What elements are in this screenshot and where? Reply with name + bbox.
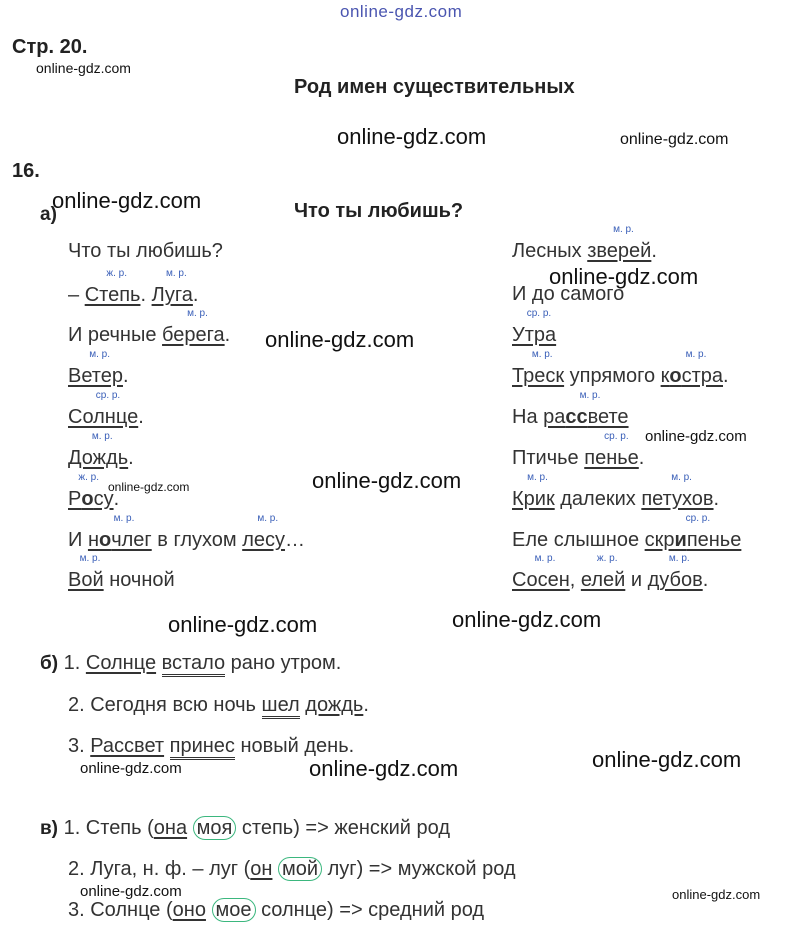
poem-line (512, 308, 557, 347)
watermark: online-gdz.com (592, 747, 742, 772)
poem-line: Птичье ср. р. пенье. (512, 431, 645, 469)
watermark: online-gdz.com (340, 2, 463, 21)
poem-line: м. р. Вой ночной (68, 553, 175, 591)
watermark: online-gdz.com (337, 124, 487, 149)
possessive-circled: мое (212, 898, 256, 922)
noun: ночлег (87, 529, 152, 551)
poem-line: м. р. Дождь. (68, 431, 134, 469)
noun: Ветер (68, 365, 123, 387)
watermark: online-gdz.com (80, 883, 182, 900)
page-number: Стр. 20. (12, 36, 88, 58)
gender-tag: м. р. (187, 308, 208, 319)
gender-check-2: 2. Луга, н. ф. – луг (он мой луг) => мужской род (68, 858, 516, 880)
subject: дождь (305, 694, 364, 716)
gender-tag: м. р. (613, 224, 634, 235)
sentence-2: 2. Сегодня всю ночь шел дождь. (68, 694, 369, 717)
gender-tag: м. р. (671, 472, 692, 483)
poem-line: И до самого (512, 283, 625, 305)
possessive-circled: моя (193, 816, 237, 840)
sentence-1: б) 1. Солнце встало рано утром. (40, 652, 341, 675)
noun: Степь (84, 284, 141, 306)
gender-tag: ж. р. (596, 553, 618, 564)
watermark: online-gdz.com (549, 264, 699, 289)
noun: зверей (587, 240, 652, 262)
watermark: online-gdz.com (645, 428, 747, 445)
poem-line: ср. р. Солнце. (68, 390, 144, 428)
poem-line: Что ты любишь? (68, 240, 223, 262)
watermark: online-gdz.com (36, 60, 131, 76)
noun: Треск (512, 365, 565, 387)
gender-check-3: 3. Солнце (оно мое солнце) => средний род (68, 899, 485, 921)
noun: Росу (68, 488, 114, 510)
gender-tag: м. р. (79, 553, 101, 564)
part-a-label: а) (40, 204, 57, 225)
poem-line: Еле слышное ср. р. скрипенье (512, 513, 742, 551)
part-c-label: в) (40, 818, 59, 839)
poem-line: Лесных м. р. зверей. (512, 224, 657, 262)
watermark: online-gdz.com (52, 188, 202, 213)
noun: дубов (647, 569, 703, 591)
noun: Вой (68, 569, 104, 591)
noun: рассвете (543, 406, 629, 428)
watermark: online-gdz.com (265, 327, 415, 352)
predicate: встало (162, 652, 225, 677)
watermark: online-gdz.com (80, 760, 182, 777)
poem-line: И м. р. ночлег в глухом м. р. лесу… (68, 513, 305, 551)
poem-line: м. р. Ветер. (68, 349, 129, 387)
noun: Солнце (68, 406, 139, 428)
part-b-label: б) (40, 653, 59, 674)
noun: скрипенье (644, 529, 742, 551)
topic-title: Род имен существительных (294, 76, 575, 98)
pronoun: она (153, 817, 188, 839)
noun: Крик (512, 488, 555, 510)
poem-line: м. р. Сосен, ж. р. елей и м. р. дубов. (512, 553, 709, 591)
watermark: online-gdz.com (312, 468, 462, 493)
gender-tag: м. р. (166, 268, 187, 279)
subject: Солнце (85, 652, 157, 674)
noun: Луга (151, 284, 193, 306)
noun: берега (162, 324, 225, 346)
gender-tag: м. р. (89, 349, 111, 360)
subject: Рассвет (90, 735, 165, 757)
gender-tag: м. р. (113, 513, 135, 524)
gender-tag: м. р. (257, 513, 279, 524)
gender-tag: ср. р. (526, 308, 552, 319)
poem-line: – ж. р. Степь. м. р. Луга. (68, 268, 199, 306)
poem-line: И речные м. р. берега. (68, 308, 231, 346)
noun: елей (580, 569, 626, 591)
sentence-3: 3. Рассвет принес новый день. (68, 735, 354, 758)
gender-tag: ж. р. (106, 268, 127, 279)
possessive-circled: мой (278, 857, 322, 881)
gender-tag: м. р. (668, 553, 690, 564)
gender-tag: ср. р. (604, 431, 629, 442)
pronoun: он (250, 858, 273, 880)
poem-line: м. р. Треск упрямого м. р. костра. (512, 349, 729, 387)
watermark: online-gdz.com (452, 607, 602, 632)
noun: Дождь (68, 447, 129, 469)
noun: Утра (512, 324, 557, 346)
gender-tag: м. р. (527, 472, 548, 483)
poem-line: м. р. Крик далеких м. р. петухов. (512, 472, 720, 510)
watermark: online-gdz.com (672, 887, 761, 902)
gender-tag: м. р. (579, 390, 601, 401)
noun: пенье (584, 447, 639, 469)
gender-tag: ср. р. (685, 513, 711, 524)
poem-line: ж. р. Росу. (68, 472, 120, 510)
gender-tag: м. р. (685, 349, 707, 360)
poem-line: На м. р. рассвете (512, 390, 629, 428)
watermark: online-gdz.com (309, 756, 459, 781)
noun: лесу (242, 529, 285, 551)
gender-check-1: в) 1. Степь (она моя степь) => женский род (40, 817, 451, 839)
watermark: online-gdz.com (620, 131, 729, 148)
pronoun: оно (172, 899, 206, 921)
predicate: шел (262, 694, 300, 719)
gender-tag: ж. р. (78, 472, 100, 483)
gender-tag: м. р. (534, 553, 556, 564)
watermark: online-gdz.com (168, 612, 318, 637)
predicate: принес (170, 735, 235, 760)
poem-title: Что ты любишь? (294, 200, 464, 222)
gender-tag: ср. р. (95, 390, 121, 401)
noun: костра (660, 365, 723, 387)
exercise-number: 16. (12, 160, 40, 182)
noun: петухов (641, 488, 714, 510)
noun: Сосен (512, 569, 570, 591)
gender-tag: м. р. (531, 349, 553, 360)
gender-tag: м. р. (91, 431, 113, 442)
watermark: online-gdz.com (108, 480, 190, 494)
